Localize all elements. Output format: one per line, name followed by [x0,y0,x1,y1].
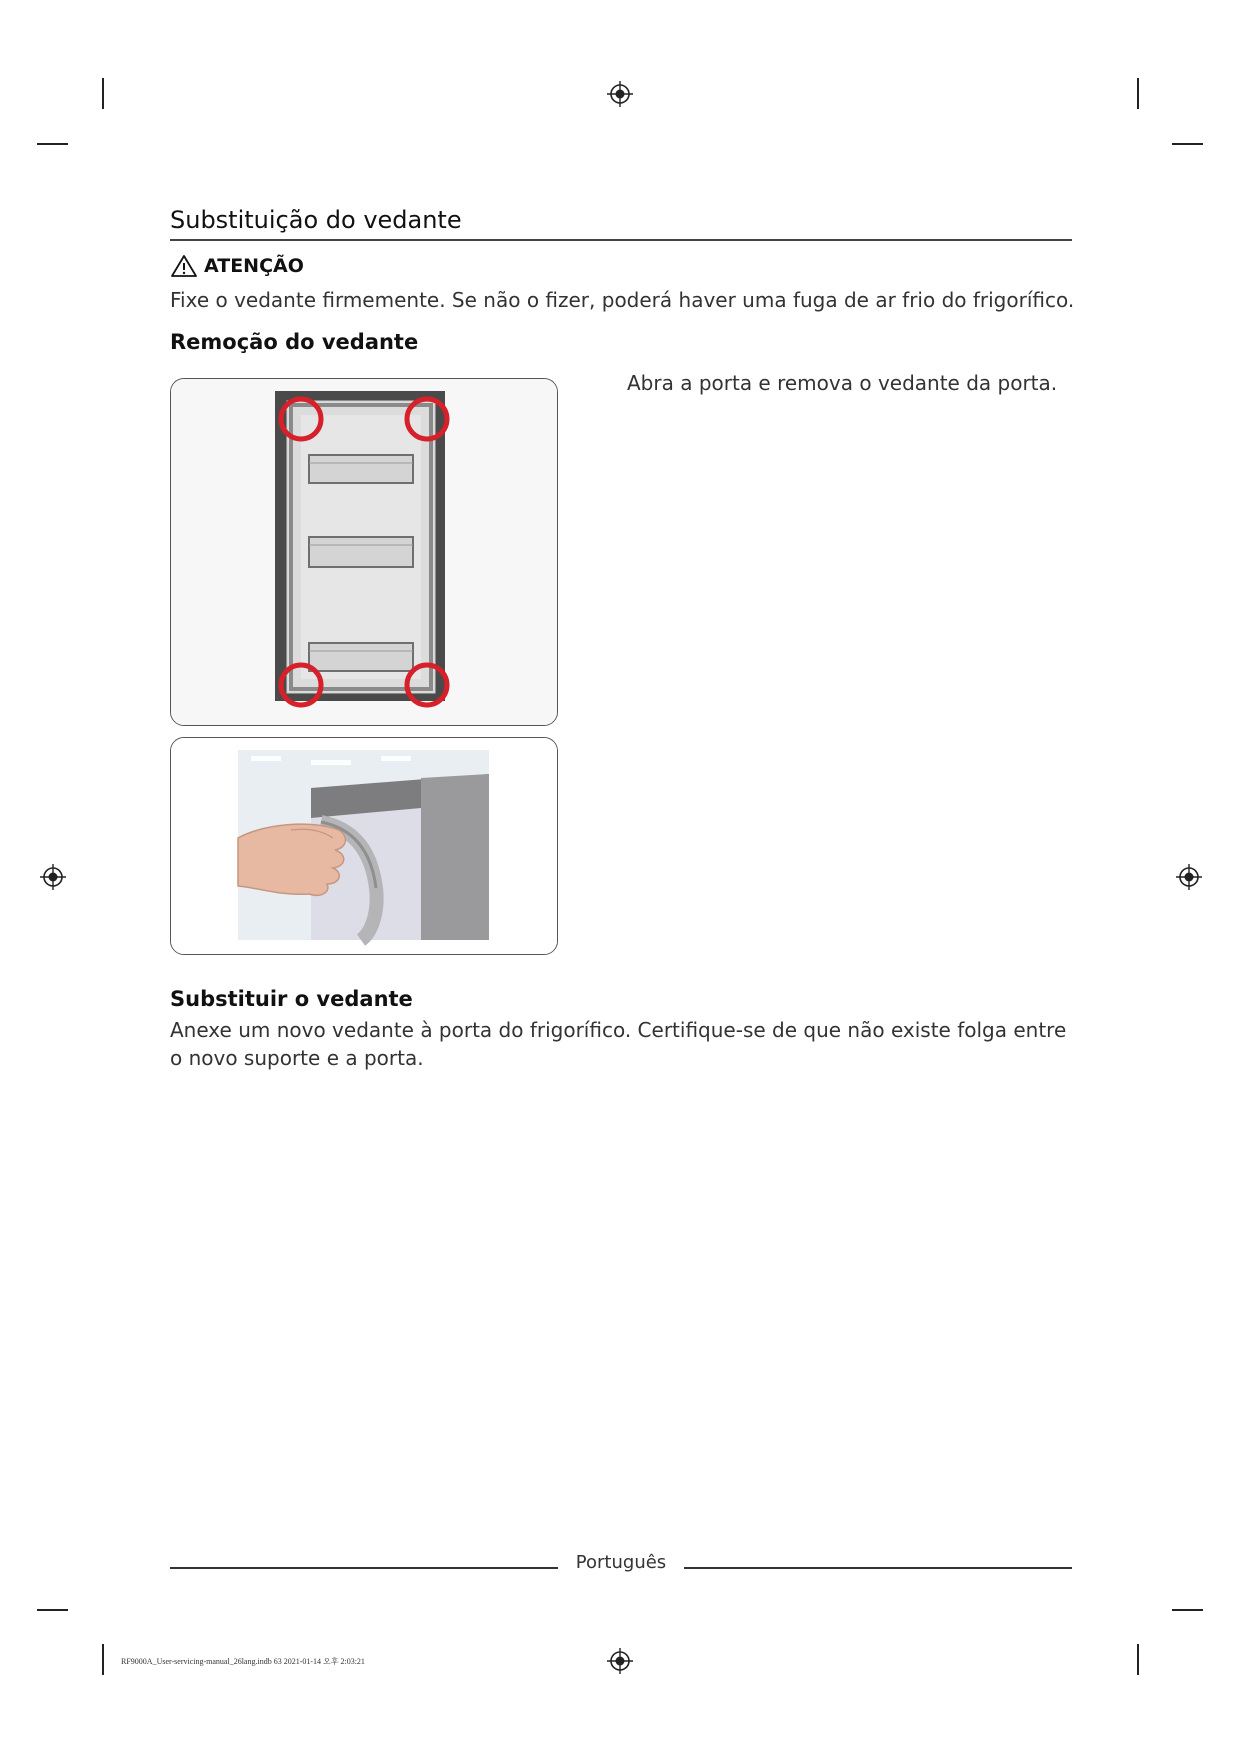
crop-mark-right-bottom [1172,1609,1203,1611]
fridge-door-illustration [171,379,557,725]
crop-mark-left-bottom [37,1609,68,1611]
page-title: Substituição do vedante [170,206,462,234]
remove-gasket-figure [170,737,558,955]
crop-mark-bottom-right [1137,1644,1139,1675]
footer-language: Português [575,1552,667,1573]
crop-mark-left-top [37,143,68,145]
caution-label: ATENÇÃO [204,255,304,277]
caution-header [170,254,304,278]
registration-mark-icon [1176,864,1202,890]
replace-text: Anexe um novo vedante à porta do frigorífico. Certifique-se de que não existe folga entre o novo suporte e a porta. [170,1018,1067,1070]
hand-removing-gasket-illustration [171,738,557,954]
title-divider [170,239,1072,241]
registration-mark-icon [607,1648,633,1674]
crop-mark-bottom-left [102,1644,104,1675]
crop-mark-right-top [1172,143,1203,145]
door-gasket-figure [170,378,558,726]
crop-mark-top-left [102,78,104,109]
removal-heading: Remoção do vedante [170,330,419,354]
footer-rule-left [170,1567,558,1569]
footer-rule-right [684,1567,1072,1569]
registration-mark-icon [607,81,633,107]
replace-heading: Substituir o vedante [170,987,413,1011]
warning-triangle-icon [170,254,198,278]
registration-mark-icon [40,864,66,890]
print-slug: RF9000A_User-servicing-manual_26lang.indb 63 2021-01-14 오후 2:03:21 [121,1657,365,1666]
crop-mark-top-right [1137,78,1139,109]
removal-step-text: Abra a porta e remova o vedante da porta. [627,371,1058,395]
caution-text: Fixe o vedante firmemente. Se não o fizer, poderá haver uma fuga de ar frio do frigorífico. [170,288,1075,312]
